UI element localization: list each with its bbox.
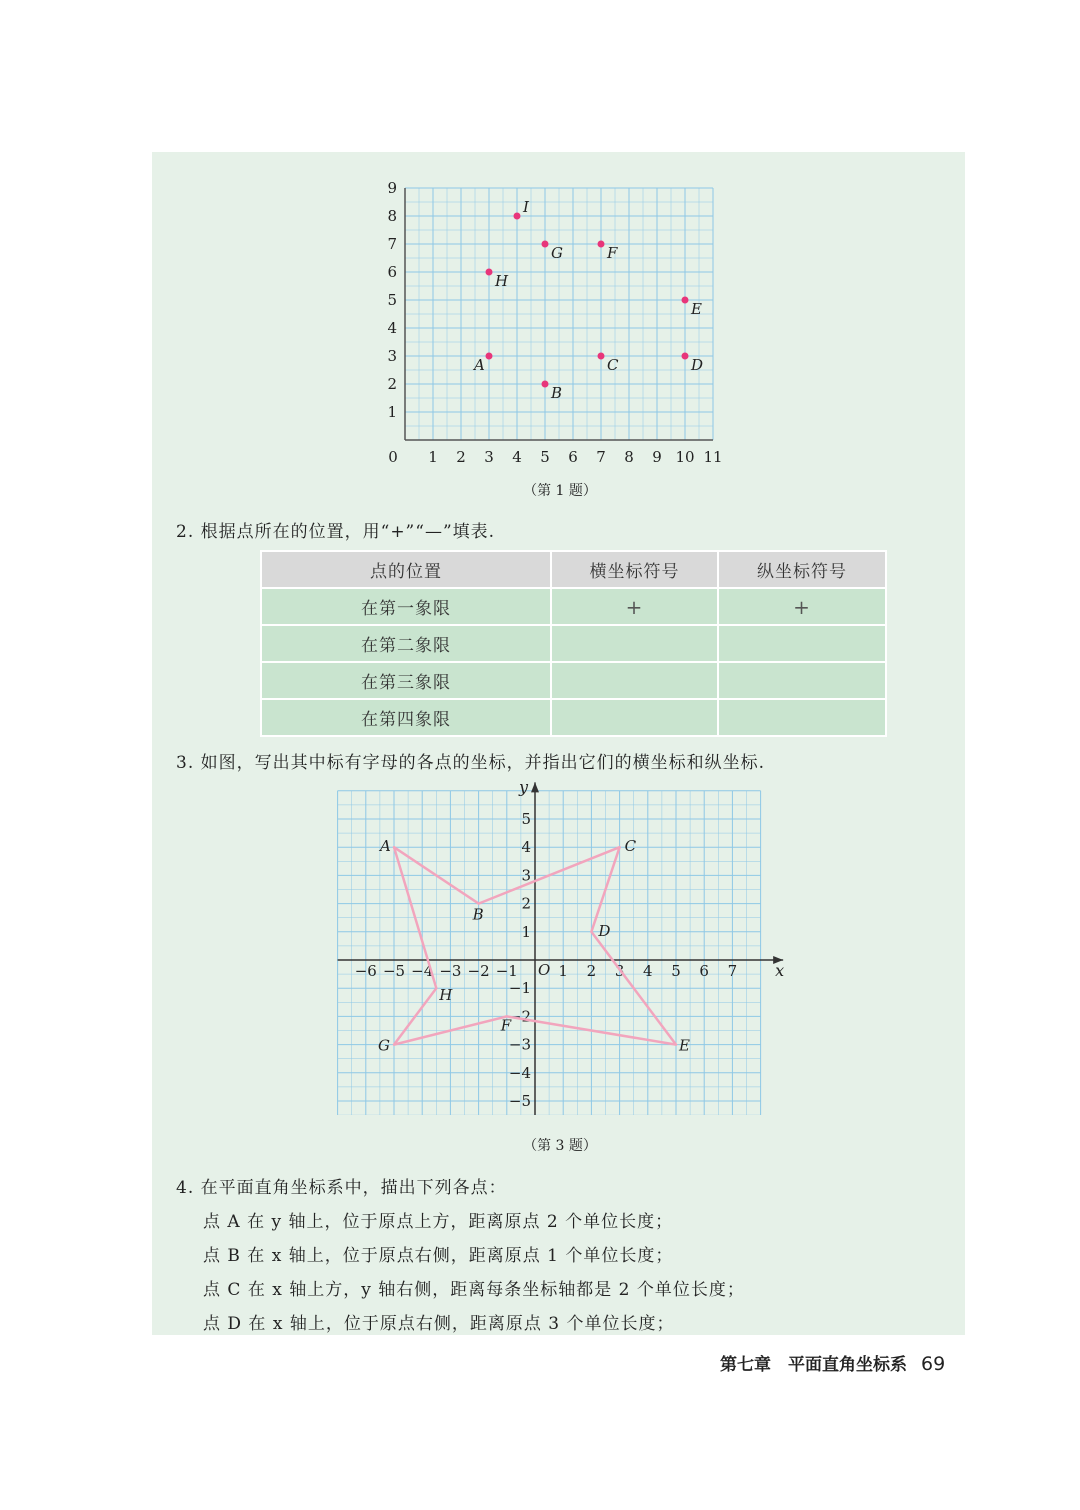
x-tick-label: −5: [382, 962, 406, 980]
point-a: [486, 353, 493, 360]
point-label: C: [607, 356, 619, 374]
table-cell: [551, 625, 718, 662]
table-header: 点的位置: [261, 551, 551, 588]
table-cell: 在第四象限: [261, 699, 551, 736]
table-header: 横坐标符号: [551, 551, 718, 588]
y-tick-label: −5: [508, 1092, 531, 1110]
point-label: A: [474, 356, 485, 374]
y-tick-label: 4: [387, 319, 397, 337]
question-4-line: 4. 在平面直角坐标系中，描出下列各点：: [176, 1178, 507, 1198]
x-tick-label: 9: [652, 448, 662, 466]
table-header-row: [261, 551, 886, 588]
figure-1-caption: （第 1 题）: [523, 483, 597, 499]
x-tick-label: −2: [467, 962, 490, 980]
y-tick-label: 5: [521, 810, 531, 828]
table-header: 纵坐标符号: [718, 551, 886, 588]
table-row: [261, 588, 886, 625]
x-tick-label: 3: [614, 962, 625, 980]
x-tick-label: −4: [411, 962, 434, 980]
y-tick-label: 2: [387, 375, 397, 393]
table-cell: [718, 699, 886, 736]
x-tick-label: −1: [495, 962, 518, 980]
x-tick-label: 2: [456, 448, 466, 466]
point-label: H: [495, 272, 509, 290]
point-e: [682, 297, 689, 304]
x-tick-label: 10: [675, 448, 695, 466]
x-tick-label: 4: [643, 962, 653, 980]
y-axis-label: y: [519, 780, 529, 797]
x-tick-label: 1: [428, 448, 438, 466]
point-d: [682, 353, 689, 360]
chapter-title: 第七章 平面直角坐标系: [720, 1355, 907, 1375]
question-4-line: 点 A 在 y 轴上，位于原点上方，距离原点 2 个单位长度；: [203, 1212, 674, 1232]
point-label: F: [607, 244, 618, 262]
point-label: I: [523, 198, 529, 216]
x-tick-label: 11: [703, 448, 723, 466]
x-tick-label: 7: [596, 448, 606, 466]
x-tick-label: 1: [558, 962, 568, 980]
y-tick-label: 3: [387, 347, 397, 365]
table-cell: 在第三象限: [261, 662, 551, 699]
x-tick-label: 7: [727, 962, 738, 980]
page-footer: [720, 1350, 945, 1375]
figure-1-grid: [380, 175, 740, 470]
vertex-label: B: [472, 905, 484, 924]
table-row: [261, 625, 886, 662]
y-tick-label: 8: [387, 207, 397, 225]
y-tick-label: 9: [387, 179, 397, 197]
table-cell: 在第二象限: [261, 625, 551, 662]
y-tick-label: −3: [508, 1035, 531, 1054]
x-axis-label: x: [775, 961, 785, 980]
point-i: [514, 213, 521, 220]
sign-table: [260, 550, 887, 737]
y-tick-label: 1: [387, 403, 397, 421]
question-2-text: 2. 根据点所在的位置，用“+”“—”填表.: [176, 522, 496, 542]
question-4-line: 点 D 在 x 轴上，位于原点右侧，距离原点 3 个单位长度；: [203, 1314, 675, 1334]
point-label: G: [551, 244, 563, 262]
y-tick-label: 3: [521, 866, 531, 885]
figure-3-coordinate-plane: [320, 780, 800, 1115]
vertex-label: C: [624, 837, 637, 856]
point-b: [542, 381, 549, 388]
y-tick-label: 2: [521, 894, 531, 913]
point-label: D: [691, 356, 704, 374]
y-tick-label: −1: [508, 979, 531, 998]
vertex-label: F: [500, 1016, 512, 1035]
vertex-label: G: [378, 1036, 390, 1055]
vertex-label: H: [439, 986, 453, 1005]
y-tick-label: 6: [387, 263, 397, 281]
x-tick-label: 4: [512, 448, 522, 466]
y-tick-label: −2: [508, 1007, 531, 1026]
table-row: [261, 662, 886, 699]
x-tick-label: −3: [439, 962, 462, 980]
point-h: [486, 269, 493, 276]
table-cell: +: [718, 588, 886, 625]
y-tick-label: 4: [521, 838, 531, 857]
y-tick-label: 7: [387, 235, 397, 253]
table-cell: +: [551, 588, 718, 625]
x-tick-label: −6: [354, 962, 377, 980]
point-c: [598, 353, 605, 360]
x-tick-label: 5: [540, 448, 550, 466]
point-label: E: [691, 300, 702, 318]
question-3-text: 3. 如图，写出其中标有字母的各点的坐标，并指出它们的横坐标和纵坐标.: [176, 753, 766, 773]
table-cell: [718, 662, 886, 699]
vertex-label: A: [380, 837, 391, 856]
vertex-label: D: [598, 921, 611, 940]
point-f: [598, 241, 605, 248]
x-tick-label: 6: [568, 448, 578, 466]
x-tick-label: 6: [699, 962, 709, 980]
origin-label: O: [538, 961, 551, 979]
question-4-line: 点 B 在 x 轴上，位于原点右侧，距离原点 1 个单位长度；: [203, 1246, 674, 1266]
point-g: [542, 241, 549, 248]
y-tick-label: −4: [508, 1063, 531, 1082]
y-tick-label: 5: [387, 291, 397, 309]
x-tick-label: 0: [388, 448, 398, 466]
page-number: 69: [921, 1353, 946, 1375]
table-row: [261, 699, 886, 736]
x-tick-label: 5: [671, 962, 681, 980]
point-label: B: [551, 384, 563, 402]
vertex-label: E: [679, 1036, 690, 1055]
y-axis-arrow: [531, 782, 539, 792]
x-tick-label: 3: [484, 448, 494, 466]
table-cell: [551, 699, 718, 736]
table-cell: [551, 662, 718, 699]
question-4-line: 点 C 在 x 轴上方，y 轴右侧，距离每条坐标轴都是 2 个单位长度；: [203, 1280, 745, 1300]
table-cell: 在第一象限: [261, 588, 551, 625]
figure-3-caption: （第 3 题）: [523, 1138, 597, 1154]
table-cell: [718, 625, 886, 662]
y-tick-label: 1: [521, 922, 531, 941]
x-tick-label: 2: [586, 962, 597, 980]
x-tick-label: 8: [624, 448, 634, 466]
